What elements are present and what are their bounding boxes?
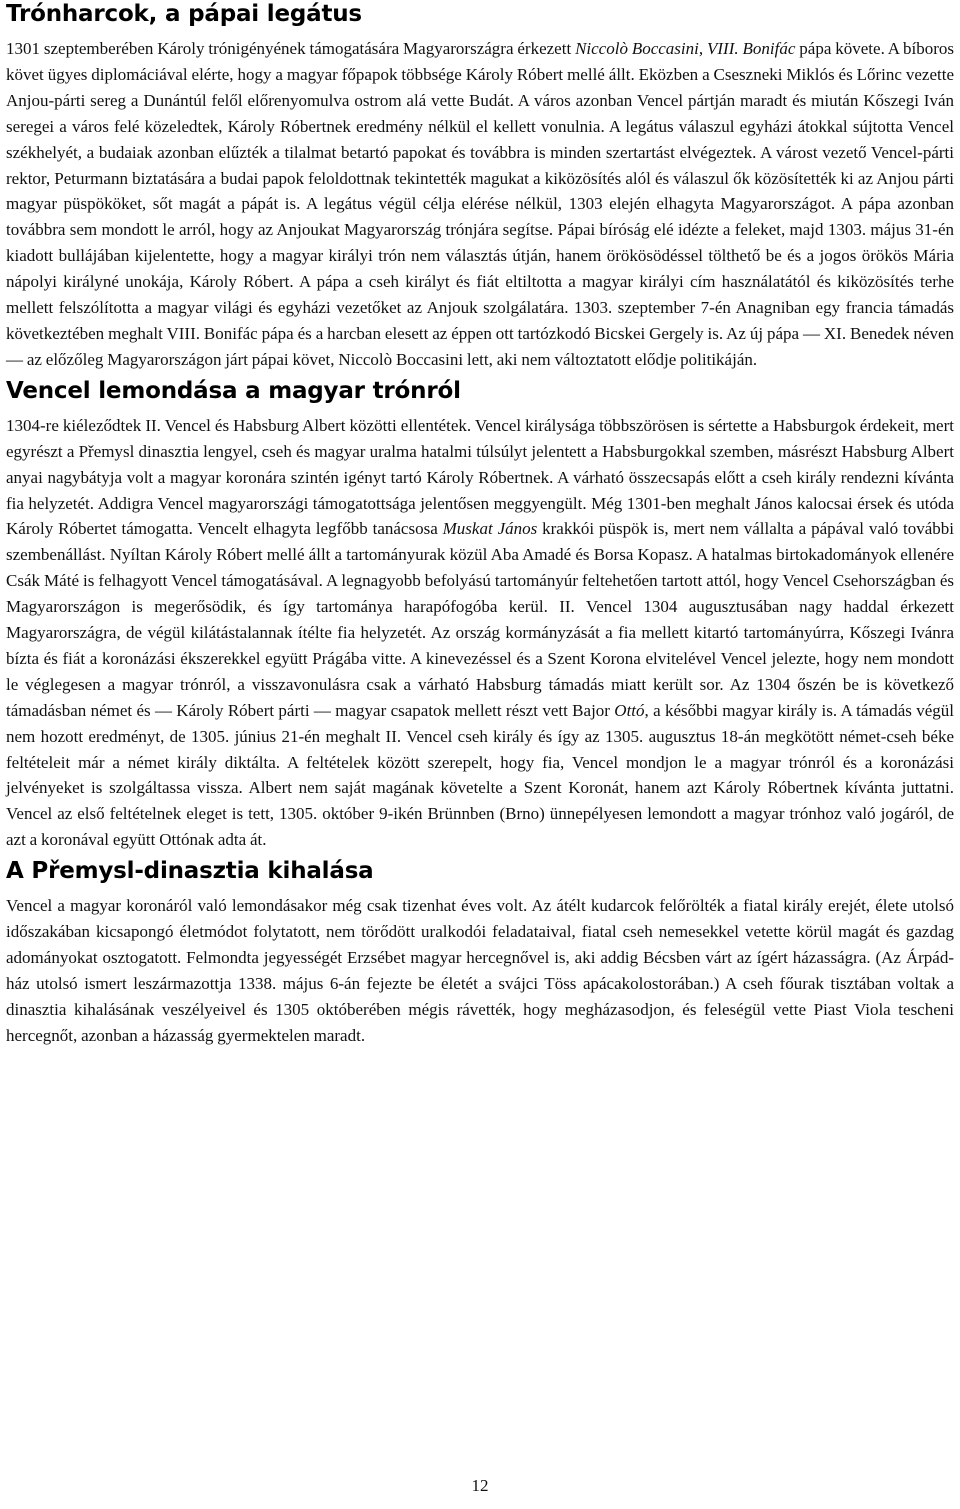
paragraph-run-italic: Niccolò Boccasini, VIII. Bonifác [575,39,796,58]
paragraph-run: 1304-re kiéleződtek II. Vencel és Habsburg Albert közötti ellentétek. Vencel királysága többszörösen is sértette a Habsburgok érdekeit, mert egyrészt a Přemysl dinasztia lengyel, cseh és magyar uralma hatalmi túlsúlyt jelentett a Habsburgokkal szemben, másrészt Habsburg Albert anyai nagybátyja volt a magyar koronára szintén igényt tartó Károly Róbertnek. A várható összecsapás előtt a cseh király rendezni kívánta fia helyzetét. Addigra Vencel magyarországi támogatottsága jelentősen meggyengült. Még 1301-ben meghalt János kalocsai érsek és utóda Károly Róbertet támogatta. Vencelt elhagyta legfőbb tanácsosa [6,415,954,539]
section-heading-vencel-lemondasa: Vencel lemondása a magyar trónról [6,377,461,404]
paragraph-run: pápa követe. A bíboros követ ügyes diplomáciával elérte, hogy a magyar főpapok többsége Károly Róbert mellé állt. Eközben a Cseszneki Miklós és Lőrinc vezette Anjou-párti sereg a Dunántúl felől előrenyomulva ostrom alá vette Budát. A város azonban Vencel pártján maradt és miután Kőszegi Iván seregei a város felé közeledtek, Károly Róbertnek eredmény nélkül el kellett vonulnia. A legátus válaszul egyházi átokkal sújtotta Vencel székhelyét, a budaiak azonban elűzték a tilalmat betartó papokat és továbbra is minden szertartást elvégeztek. A várost vezető Vencel-párti rektor, Peturmann biztatására a budai papok feloldottnak tekintették magukat a kiközösítés alól és válaszul ők közösítették ki az Anjou párti magyar püspököket, sőt magát a pápát is. A legátus végül célja elérése nélkül, 1303 elején elhagyta Magyarországot. A pápa azonban továbbra sem mondott le arról, hogy az Anjoukat Magyarország trónjára segítse. Pápai bíróság elé idézte a feleket, majd 1303. május 31-én kiadott bullájában kijelentette, hogy a magyar királyi trón nem választás útján, hanem örökösödéssel tölthető be és a jogos örökös Mária nápolyi királyné unokája, Károly Róbert. A pápa a cseh királyt és fiát eltiltotta a magyar királyi cím használatától és kiközösítés terhe mellett felszólította a magyar világi és egyházi vezetőket az Anjouk szolgálatára. 1303. szeptember 7-én Anagniban egy francia támadás következtében meghalt VIII. Bonifác pápa és a harcban elesett az éppen ott tartózkodó Bicskei Gergely is. Az új pápa ― XI. Benedek néven ― az előzőleg Magyarországon járt pápai követ, Niccolò Boccasini lett, aki nem változtatott elődje politikáján. [6,39,954,369]
paragraph-run: 1301 szeptemberében Károly trónigényének támogatására Magyarországra érkezett [6,39,576,58]
section-paragraph-vencel-lemondasa [6,413,954,853]
paragraph-run-italic: Ottó [614,700,645,720]
paragraph-run-italic: Muskat János [442,519,538,539]
section-paragraph-tronharcok [6,36,954,373]
section-heading-tronharcok: Trónharcok, a pápai legátus [6,1,362,27]
section-paragraph-premysl-kihalasa [6,893,954,1048]
paragraph-run: , a későbbi magyar király is. A támadás végül nem hozott eredményt, de 1305. június 21-én meghalt II. Vencel cseh király és így az 1305. augusztus 18-án megkötött német-cseh béke feltételeit már a német király diktálta. A feltételek között szerepelt, hogy fia, Vencel mondjon le a magyar trónról és a koronázási jelvényeket is szolgáltassa vissza. Albert nem saját magának követelte a Szent Koronát, hanem azt Károly Róbertnek kívánta juttatni. Vencel az első feltételnek eleget is tett, 1305. október 9-ikén Brünnben (Brno) ünnepélyesen lemondott a magyar trónhoz való jogáról, de azt a koronával együtt Ottónak adta át. [6,700,954,850]
page-number: 12 [471,1476,489,1495]
paragraph-run: krakkói püspök is, mert nem vállalta a pápával való további szembenállást. Nyíltan Károly Róbert mellé állt a tartományurak közül Aba Amadé és Borsa Kopasz. A hatalmas birtokadományok ellenére Csák Máté is felhagyott Vencel támogatásával. A legnagyobb befolyású tartományúr feltehetően tartott attól, hogy Vencel Csehországban és Magyarországon is megerősödik, és így tartománya harapófogóba kerül. II. Vencel 1304 augusztusában nagy haddal érkezett Magyarországra, de végül kilátástalannak ítélte fia helyzetét. Az ország kormányzását a fia mellett kitartó tartományúrra, Kőszegi Ivánra bízta és fiát a koronázási ékszerekkel együtt Prágába vitte. A kinevezéssel és a Szent Korona elvitelével Vencel jelezte, hogy nem mondott le véglegesen a magyar trónról, a visszavonulásra csak a várható Habsburg támadás miatt került sor. Az 1304 őszén be is következő támadásban német és ― Károly Róbert párti ― magyar csapatok mellett részt vett Bajor [6,519,954,720]
paragraph-run: Vencel a magyar koronáról való lemondásakor még csak tizenhat éves volt. Az átélt kudarcok felőrölték a fiatal király erejét, élete utolsó időszakában kicsapongó életmódot folytatott, nem törődött uralkodói feladataival, fiatal cseh nemesekkel vetette körül magát és gazdag adományokat osztogatott. Felmondta jegyességét Erzsébet magyar hercegnővel is, aki addig Bécsben várt az ígért házasságra. (Az Árpád-ház utolsó ismert leszármazottja 1338. május 6-án fejezte be életét a svájci Töss apácakolostorában.) A cseh főurak tisztában voltak a dinasztia kihalásának veszélyeivel és 1305 októberében mégis rávették, hogy megházasodjon, és feleségül vette Piast Viola tescheni hercegnőt, azonban a házasság gyermektelen maradt. [6,896,954,1045]
section-heading-premysl-kihalasa: A Přemysl-dinasztia kihalása [6,858,374,885]
